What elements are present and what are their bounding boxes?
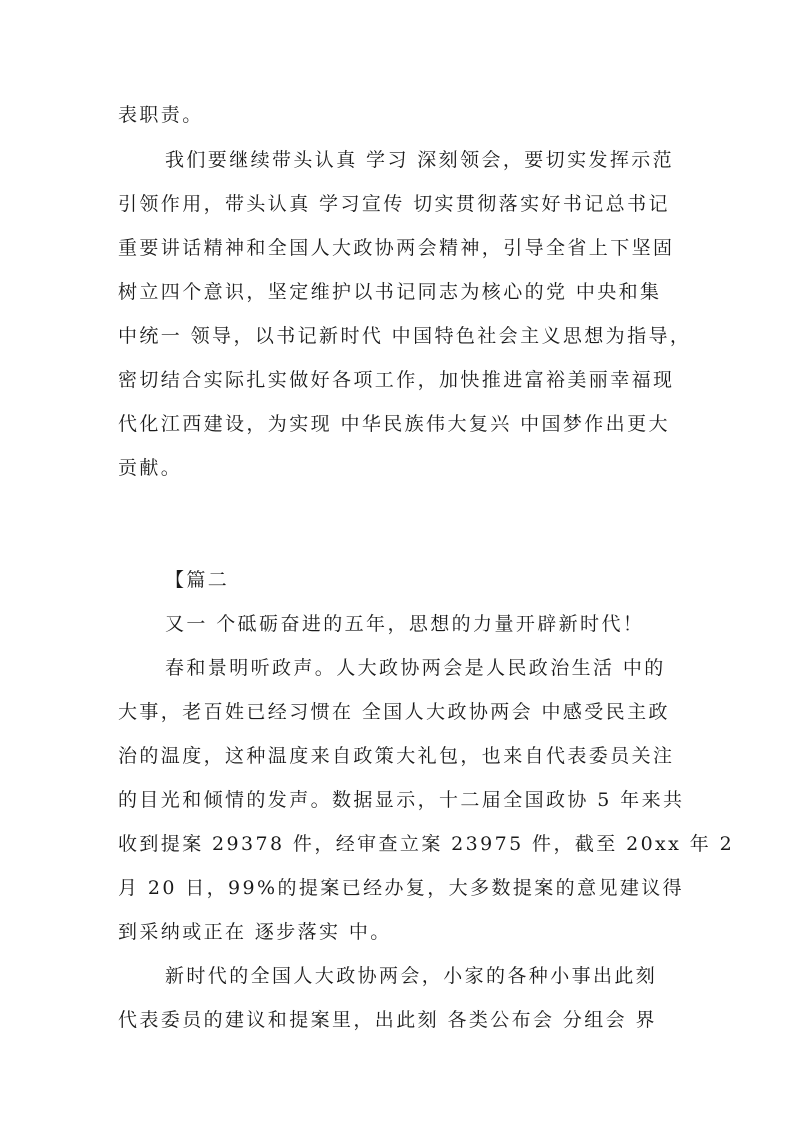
paragraph-line: 大事，老百姓已经习惯在 全国人大政协两会 中感受民主政 xyxy=(118,701,670,723)
paragraph-line: 治的温度，这种温度来自政策大礼包，也来自代表委员关注 xyxy=(118,745,675,767)
paragraph-line: 收到提案 29378 件，经审查立案 23975 件，截至 20xx 年 2 xyxy=(118,833,735,855)
paragraph-line: 贡献。 xyxy=(118,457,183,479)
paragraph-line: 新时代的全国人大政协两会，小家的各种小事出此刻 xyxy=(165,965,658,987)
paragraph-line: 月 20 日，99%的提案已经办复，大多数提案的意见建议得 xyxy=(118,877,685,899)
paragraph-line: 表职责。 xyxy=(118,104,204,126)
paragraph-line: 密切结合实际扎实做好各项工作，加快推进富裕美丽幸福现 xyxy=(118,369,675,391)
paragraph-line: 春和景明听政声。人大政协两会是人民政治生活 中的 xyxy=(165,657,666,679)
paragraph-line: 树立四个意识，坚定维护以书记同志为核心的党 中央和集 xyxy=(118,281,662,303)
section-heading: 【篇二 xyxy=(165,569,230,591)
paragraph-line: 代表委员的建议和提案里，出此刻 各类公布会 分组会 界 xyxy=(118,1009,657,1031)
paragraph-line: 的目光和倾情的发声。数据显示，十二届全国政协 5 年来共 xyxy=(118,789,685,811)
paragraph-line: 中统一 领导，以书记新时代 中国特色社会主义思想为指导， xyxy=(118,325,692,347)
paragraph-line: 引领作用，带头认真 学习宣传 切实贯彻落实好书记总书记 xyxy=(118,193,670,215)
paragraph-line: 我们要继续带头认真 学习 深刻领会，要切实发挥示范 xyxy=(165,149,675,171)
paragraph-line: 到采纳或正在 逐步落实 中。 xyxy=(118,921,392,943)
paragraph-line: 又一 个砥砺奋进的五年，思想的力量开辟新时代！ xyxy=(165,613,645,635)
paragraph-line: 重要讲话精神和全国人大政协两会精神，引导全省上下坚固 xyxy=(118,237,675,259)
paragraph-line: 代化江西建设，为实现 中华民族伟大复兴 中国梦作出更大 xyxy=(118,413,670,435)
